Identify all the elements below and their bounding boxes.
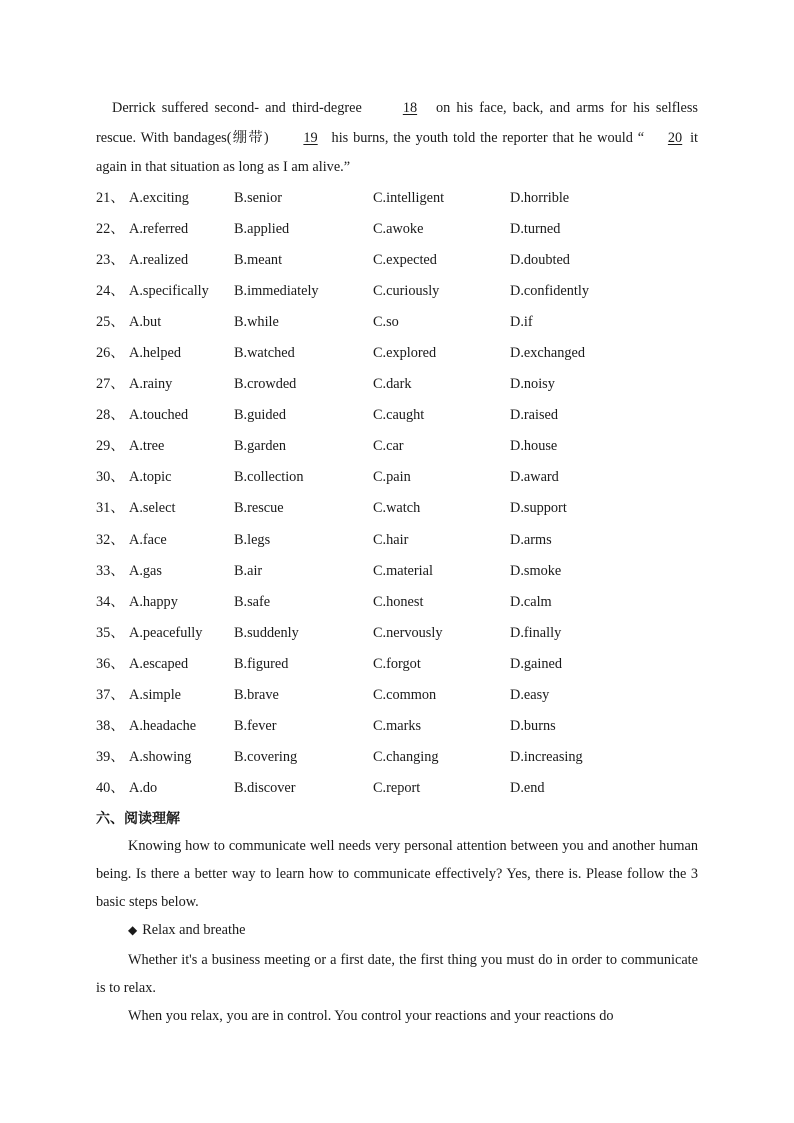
option-b: B.watched bbox=[234, 344, 295, 361]
option-row bbox=[96, 493, 698, 524]
option-d: D.confidently bbox=[510, 282, 590, 299]
option-d: D.if bbox=[510, 313, 533, 330]
option-c: C.changing bbox=[373, 749, 439, 766]
option-b: B.collection bbox=[234, 469, 304, 486]
options-list bbox=[96, 183, 698, 805]
intro-text-2: on his face, back, and arms for his selfless rescue. With bandages( bbox=[96, 100, 698, 146]
option-row bbox=[96, 431, 698, 462]
reading-para-3: When you relax, you are in control. You control your reactions and your reactions do bbox=[128, 1008, 614, 1025]
option-d: D.finally bbox=[510, 624, 562, 641]
option-row bbox=[96, 400, 698, 431]
option-a: A.specifically bbox=[129, 282, 209, 299]
question-number: 22、 bbox=[96, 220, 125, 237]
option-a: A.face bbox=[129, 531, 167, 548]
question-number: 33、 bbox=[96, 562, 125, 579]
option-c: C.report bbox=[373, 780, 421, 797]
option-a: A.referred bbox=[129, 220, 189, 237]
intro-text-4: his burns, the youth told the reporter that he would “ bbox=[331, 129, 645, 146]
bullet-text: Relax and breathe bbox=[142, 922, 246, 939]
option-c: C.common bbox=[373, 687, 437, 703]
option-c: C.honest bbox=[373, 593, 424, 610]
option-d: D.gained bbox=[510, 655, 563, 672]
option-a: A.but bbox=[129, 313, 162, 330]
option-d: D.doubted bbox=[510, 251, 570, 268]
question-number: 38、 bbox=[96, 718, 125, 735]
option-row bbox=[96, 338, 698, 369]
question-number: 28、 bbox=[96, 407, 125, 424]
option-row bbox=[96, 525, 698, 556]
option-d: D.support bbox=[510, 500, 567, 517]
question-number: 24、 bbox=[96, 282, 125, 299]
option-row bbox=[96, 649, 698, 680]
option-a: A.headache bbox=[129, 718, 197, 735]
chinese-gloss: 绷带 bbox=[231, 129, 264, 146]
option-a: A.topic bbox=[129, 469, 172, 486]
question-number: 29、 bbox=[96, 438, 125, 455]
option-b: B.covering bbox=[234, 749, 298, 766]
option-b: B.legs bbox=[234, 531, 271, 548]
option-a: A.touched bbox=[129, 407, 189, 424]
option-a: A.do bbox=[129, 780, 158, 797]
option-a: A.helped bbox=[129, 344, 182, 361]
option-b: B.meant bbox=[234, 251, 283, 268]
option-b: B.senior bbox=[234, 189, 283, 206]
option-b: B.discover bbox=[234, 780, 296, 797]
option-b: B.garden bbox=[234, 438, 287, 455]
option-b: B.rescue bbox=[234, 500, 284, 517]
blank-18: 18 bbox=[402, 100, 418, 116]
question-number: 31、 bbox=[96, 500, 125, 517]
option-a: A.rainy bbox=[129, 376, 173, 393]
option-c: C.hair bbox=[373, 531, 409, 548]
option-a: A.showing bbox=[129, 749, 192, 766]
option-a: A.escaped bbox=[129, 655, 189, 672]
option-c: C.caught bbox=[373, 407, 425, 424]
option-d: D.award bbox=[510, 469, 559, 486]
option-b: B.air bbox=[234, 562, 263, 579]
option-row bbox=[96, 680, 698, 711]
section-title: 六、阅读理解 bbox=[96, 811, 180, 828]
question-number: 34、 bbox=[96, 593, 125, 610]
option-b: B.immediately bbox=[234, 282, 319, 299]
option-b: B.applied bbox=[234, 220, 290, 237]
option-b: B.guided bbox=[234, 407, 287, 424]
option-c: C.awoke bbox=[373, 220, 424, 237]
intro-text-3: ) bbox=[263, 129, 269, 146]
passage-intro bbox=[96, 94, 698, 183]
option-c: C.watch bbox=[373, 500, 421, 517]
option-row bbox=[96, 307, 698, 338]
option-a: A.tree bbox=[129, 438, 165, 455]
option-c: C.car bbox=[373, 438, 404, 455]
option-b: B.suddenly bbox=[234, 624, 299, 641]
option-c: C.expected bbox=[373, 251, 437, 268]
intro-text-1: Derrick suffered second- and third-degree bbox=[112, 100, 362, 116]
reading-para-2: Whether it's a business meeting or a first date, the first thing you must do in order to communicate is to relax. bbox=[96, 952, 698, 997]
question-number: 37、 bbox=[96, 687, 125, 703]
option-c: C.nervously bbox=[373, 624, 443, 641]
option-b: B.while bbox=[234, 313, 279, 330]
option-c: C.marks bbox=[373, 718, 422, 735]
question-number: 35、 bbox=[96, 624, 125, 641]
option-row bbox=[96, 587, 698, 618]
option-d: D.smoke bbox=[510, 562, 562, 579]
option-d: D.turned bbox=[510, 220, 561, 237]
option-d: D.house bbox=[510, 438, 558, 455]
option-d: D.noisy bbox=[510, 376, 555, 393]
option-b: B.crowded bbox=[234, 376, 297, 393]
option-d: D.calm bbox=[510, 593, 552, 610]
option-row bbox=[96, 214, 698, 245]
option-d: D.arms bbox=[510, 531, 552, 548]
option-d: D.raised bbox=[510, 407, 559, 424]
question-number: 32、 bbox=[96, 531, 125, 548]
question-number: 40、 bbox=[96, 780, 125, 797]
option-row bbox=[96, 276, 698, 307]
bullet-heading bbox=[96, 916, 698, 945]
option-d: D.horrible bbox=[510, 189, 570, 206]
option-c: C.dark bbox=[373, 376, 412, 393]
option-c: C.so bbox=[373, 313, 399, 330]
blank-19: 19 bbox=[303, 129, 318, 146]
question-number: 39、 bbox=[96, 749, 125, 766]
option-row bbox=[96, 618, 698, 649]
option-b: B.fever bbox=[234, 718, 277, 735]
intro-text-5: it again in that situation as long as I am alive.” bbox=[96, 129, 699, 175]
option-c: C.intelligent bbox=[373, 189, 445, 206]
option-a: A.peacefully bbox=[129, 624, 203, 641]
option-row bbox=[96, 711, 698, 742]
option-row bbox=[96, 742, 698, 773]
option-a: A.select bbox=[129, 500, 176, 517]
reading-para-1: Knowing how to communicate well needs very personal attention between you and another human being. Is there a better way to learn how to communicate effectively? Yes, there is. Please follow the 3 basic steps below. bbox=[96, 838, 698, 911]
question-number: 26、 bbox=[96, 344, 125, 361]
question-number: 21、 bbox=[96, 189, 125, 206]
option-d: D.exchanged bbox=[510, 344, 586, 361]
question-number: 23、 bbox=[96, 251, 125, 268]
option-a: A.simple bbox=[129, 687, 182, 703]
option-d: D.easy bbox=[510, 687, 550, 703]
option-row bbox=[96, 556, 698, 587]
question-number: 25、 bbox=[96, 313, 125, 330]
option-row bbox=[96, 183, 698, 214]
option-c: C.pain bbox=[373, 469, 411, 486]
question-number: 30、 bbox=[96, 469, 125, 486]
question-number: 27、 bbox=[96, 376, 125, 393]
question-number: 36、 bbox=[96, 655, 125, 672]
option-b: B.brave bbox=[234, 687, 279, 703]
option-d: D.burns bbox=[510, 718, 556, 735]
option-row bbox=[96, 369, 698, 400]
option-a: A.realized bbox=[129, 251, 189, 268]
option-row bbox=[96, 245, 698, 276]
option-c: C.curiously bbox=[373, 282, 440, 299]
option-b: B.figured bbox=[234, 655, 289, 672]
option-a: A.happy bbox=[129, 593, 178, 610]
blank-20: 20 bbox=[667, 129, 683, 146]
option-c: C.explored bbox=[373, 344, 437, 361]
option-row bbox=[96, 773, 698, 804]
option-d: D.end bbox=[510, 780, 545, 797]
document-page bbox=[96, 94, 698, 1030]
diamond-bullet-icon: ◆ bbox=[128, 923, 138, 938]
option-a: A.exciting bbox=[129, 189, 189, 206]
option-c: C.material bbox=[373, 562, 433, 579]
option-d: D.increasing bbox=[510, 749, 583, 766]
option-a: A.gas bbox=[129, 562, 162, 579]
option-row bbox=[96, 462, 698, 493]
option-b: B.safe bbox=[234, 593, 271, 610]
option-c: C.forgot bbox=[373, 655, 421, 672]
